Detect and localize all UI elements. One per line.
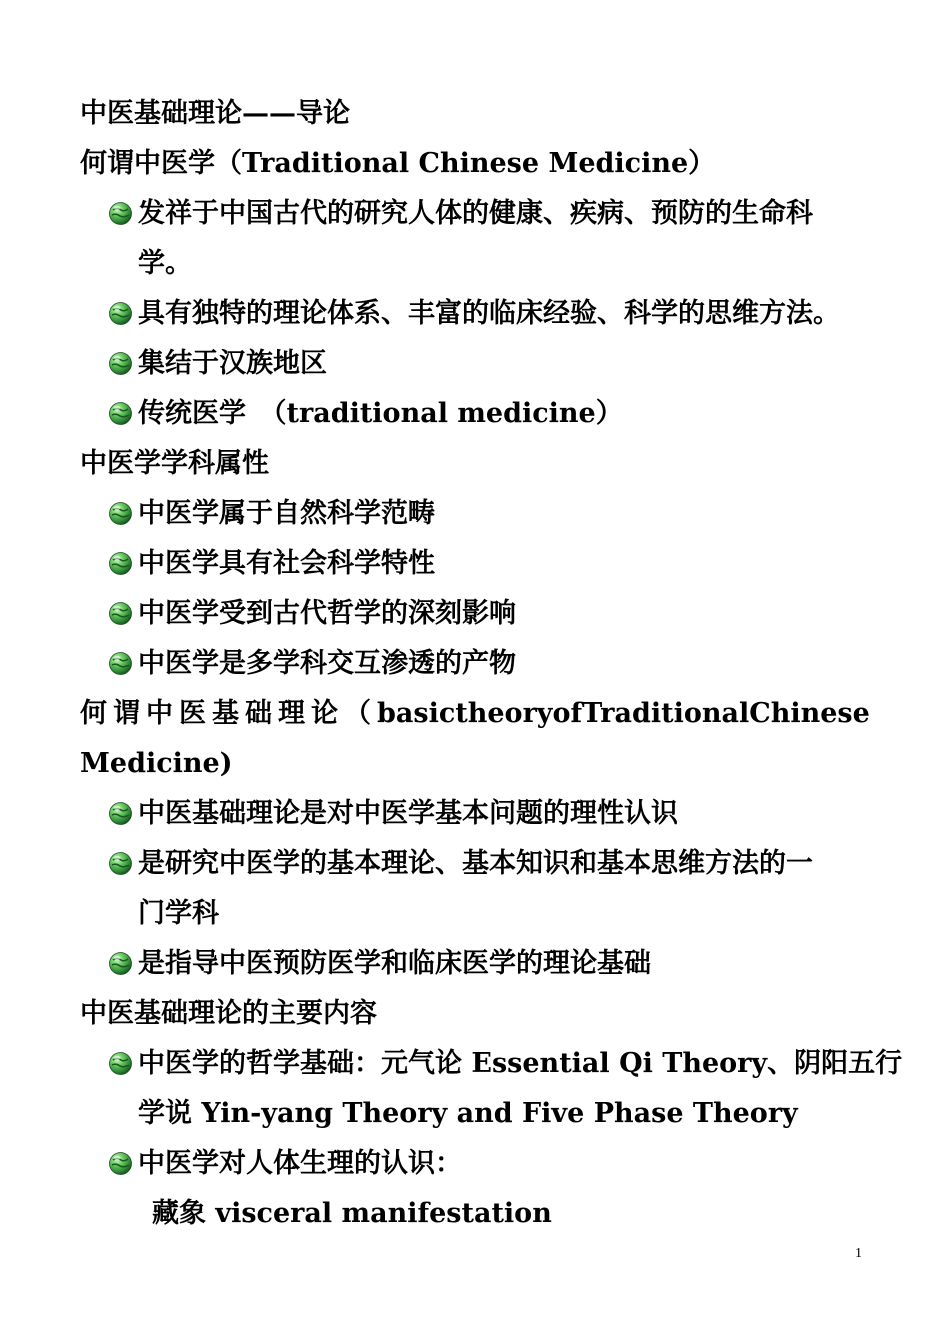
heading-continued: Medicine) [80, 748, 233, 779]
bullet-text: 集结于汉族地区 [138, 348, 327, 379]
heading-word: of [552, 698, 583, 729]
bullet-text: 中医学受到古代哲学的深刻影响 [138, 598, 516, 629]
green-globe-bullet-icon [108, 1051, 133, 1076]
document-title: 中医基础理论——导论 [80, 98, 350, 129]
green-globe-bullet-icon [108, 1151, 133, 1176]
bullet-text: 中医学对人体生理的认识： [138, 1148, 462, 1179]
green-globe-bullet-icon [108, 851, 133, 876]
green-globe-bullet-icon [108, 351, 133, 376]
bullet-text-continued: 学。 [138, 248, 192, 279]
bullet-text: 发祥于中国古代的研究人体的健康、疾病、预防的生命科 [138, 198, 813, 229]
bullet-text: 中医学是多学科交互渗透的产物 [138, 648, 516, 679]
green-globe-bullet-icon [108, 401, 133, 426]
heading-word: Traditional [582, 698, 750, 729]
heading-main-contents: 中医基础理论的主要内容 [80, 998, 377, 1029]
bullet-text: 传统医学 （traditional medicine） [138, 398, 623, 429]
bullet-text: 是指导中医预防医学和临床医学的理论基础 [138, 948, 651, 979]
heading-word: 何谓中医基础理论（ [80, 698, 377, 729]
page-number: 1 [855, 1246, 862, 1261]
green-globe-bullet-icon [108, 501, 133, 526]
green-globe-bullet-icon [108, 301, 133, 326]
bullet-text-continued: 门学科 [138, 898, 219, 929]
heading-what-is-tcm: 何谓中医学（Traditional Chinese Medicine） [80, 148, 716, 179]
bullet-text: 中医学的哲学基础：元气论 Essential Qi Theory、阴阳五行 [138, 1048, 903, 1079]
bullet-text: 中医基础理论是对中医学基本问题的理性认识 [138, 798, 678, 829]
green-globe-bullet-icon [108, 551, 133, 576]
bullet-text: 具有独特的理论体系、丰富的临床经验、科学的思维方法。 [138, 298, 840, 329]
bullet-text: 中医学属于自然科学范畴 [138, 498, 435, 529]
heading-word: basic [377, 698, 456, 729]
heading-discipline-attributes: 中医学学科属性 [80, 448, 269, 479]
heading-word: theory [455, 698, 553, 729]
green-globe-bullet-icon [108, 801, 133, 826]
green-globe-bullet-icon [108, 651, 133, 676]
bullet-text-continued: 学说 Yin-yang Theory and Five Phase Theory [138, 1098, 798, 1129]
bullet-text: 是研究中医学的基本理论、基本知识和基本思维方法的一 [138, 848, 813, 879]
sub-item: 藏象 visceral manifestation [152, 1198, 552, 1229]
green-globe-bullet-icon [108, 951, 133, 976]
bullet-text: 中医学具有社会科学特性 [138, 548, 435, 579]
green-globe-bullet-icon [108, 601, 133, 626]
green-globe-bullet-icon [108, 201, 133, 226]
heading-what-is-basic-theory [80, 696, 868, 732]
heading-word: Chinese [749, 698, 870, 729]
